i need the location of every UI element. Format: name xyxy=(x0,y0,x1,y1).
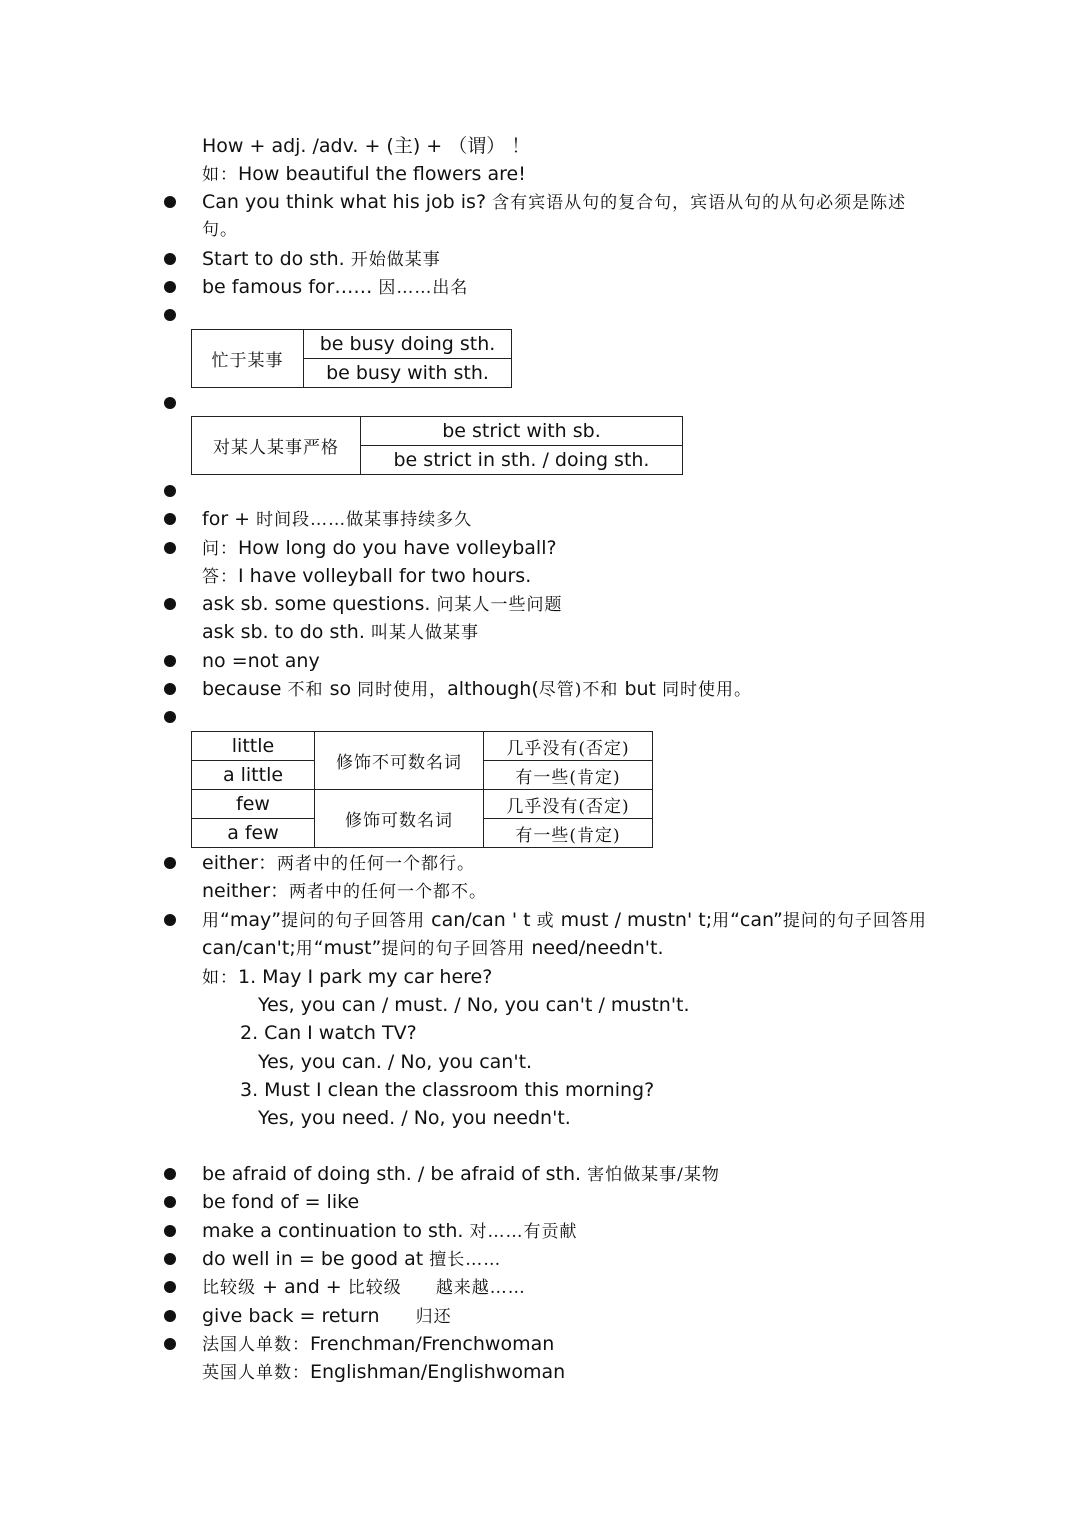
table-be-busy xyxy=(191,329,512,388)
text-cn: 不和 xyxy=(287,680,324,700)
example-3-question xyxy=(240,1078,654,1102)
table-group-label: 修饰不可数名词 xyxy=(315,732,484,790)
item-object-clause xyxy=(202,190,906,215)
item-chinese: 对……有贡献 xyxy=(469,1222,578,1242)
bullet-icon xyxy=(164,1168,176,1180)
example-text: Yes, you can. / No, you can't. xyxy=(258,1051,533,1073)
item-neither xyxy=(202,879,487,904)
text-cn: 提问的句子回答用 xyxy=(782,911,927,931)
item-give-back xyxy=(202,1304,452,1329)
table-cell: be busy with sth. xyxy=(304,359,512,388)
example-text: 2. Can I watch TV? xyxy=(240,1022,417,1044)
item-english: be fond of = like xyxy=(202,1191,360,1213)
item-chinese: 两者中的任何一个都行。 xyxy=(276,854,475,874)
item-english: be afraid of doing sth. / be afraid of sth. xyxy=(202,1163,582,1185)
item-english: Englishman/Englishwoman xyxy=(310,1361,566,1383)
example-text: How beautiful the flowers are! xyxy=(238,163,526,185)
item-ask-to-do xyxy=(202,620,479,645)
item-be-fond-of xyxy=(202,1190,359,1214)
item-english: be famous for…… xyxy=(202,276,373,298)
text-en: can/can't; xyxy=(202,937,296,959)
item-be-famous-for xyxy=(202,275,468,300)
item-englishman xyxy=(202,1360,565,1385)
text-cn: 比较级 xyxy=(202,1278,256,1298)
item-chinese-cont: 句。 xyxy=(202,220,238,240)
item-frenchman xyxy=(202,1332,554,1357)
bullet-icon xyxy=(164,281,176,293)
item-english: give back = return xyxy=(202,1305,380,1327)
table-cell: 几乎没有(否定) xyxy=(484,790,653,819)
text-cn: 提问的句子回答用 xyxy=(381,939,526,959)
text-cn: 比较级 xyxy=(347,1278,402,1298)
table-cell: little xyxy=(192,732,315,761)
bullet-icon xyxy=(164,1196,176,1208)
item-english: ask sb. to do sth. xyxy=(202,621,365,643)
bullet-icon xyxy=(164,309,176,321)
item-english: How long do you have volleyball? xyxy=(238,537,557,559)
item-chinese: 归还 xyxy=(415,1307,452,1327)
table-label: 对某人某事严格 xyxy=(192,417,361,475)
item-english: neither： xyxy=(202,880,290,902)
text-en: must / mustn' t; xyxy=(560,909,713,931)
item-english: I have volleyball for two hours. xyxy=(238,565,532,587)
item-chinese: 问某人一些问题 xyxy=(436,595,563,615)
example-text: 1. May I park my car here? xyxy=(238,966,493,988)
item-chinese: 两者中的任何一个都不。 xyxy=(289,882,488,902)
bullet-icon xyxy=(164,196,176,208)
example-3-answer xyxy=(258,1106,571,1130)
item-english: ask sb. some questions. xyxy=(202,593,431,615)
example-text: 3. Must I clean the classroom this morning? xyxy=(240,1079,655,1101)
item-make-contribution xyxy=(202,1219,577,1244)
bullet-icon xyxy=(164,711,176,723)
example-1-question xyxy=(202,965,492,990)
bullet-icon xyxy=(164,1225,176,1237)
item-answer xyxy=(202,564,531,589)
item-chinese: 法国人单数： xyxy=(202,1335,310,1355)
bullet-icon xyxy=(164,1310,176,1322)
item-comparative xyxy=(202,1275,526,1300)
text-cn: 尽管 xyxy=(538,680,575,700)
item-english: no =not any xyxy=(202,650,320,672)
text-although: although( xyxy=(447,678,539,700)
item-chinese: 擅长…… xyxy=(429,1250,502,1270)
item-be-afraid xyxy=(202,1162,720,1187)
table-cell: be busy doing sth. xyxy=(304,330,512,359)
bullet-icon xyxy=(164,598,176,610)
example-label: 如： xyxy=(202,165,238,185)
example-text: Yes, you can / must. / No, you can't / mustn't. xyxy=(258,994,690,1016)
item-object-clause-cont xyxy=(202,218,238,242)
bullet-icon xyxy=(164,655,176,667)
table-cell: 有一些(肯定) xyxy=(484,819,653,848)
item-for-duration xyxy=(202,507,472,532)
item-do-well-in xyxy=(202,1247,501,1272)
item-english: Start to do sth. xyxy=(202,248,345,270)
bullet-icon xyxy=(164,914,176,926)
text-because: because xyxy=(202,678,282,700)
table-little-few xyxy=(191,731,653,848)
text-en: “may” xyxy=(220,909,282,931)
item-english: for + xyxy=(202,508,251,530)
item-chinese: 时间段……做某事持续多久 xyxy=(256,510,473,530)
item-chinese: 英国人单数： xyxy=(202,1363,310,1383)
bullet-icon xyxy=(164,513,176,525)
text-cn: 同时使用。 xyxy=(662,680,753,700)
text-cn: 同时使用， xyxy=(357,680,448,700)
text-cn: 提问的句子回答用 xyxy=(281,911,426,931)
bullet-icon xyxy=(164,1281,176,1293)
table-cell: a few xyxy=(192,819,315,848)
item-english: either： xyxy=(202,852,277,874)
bullet-icon xyxy=(164,857,176,869)
text-cn: 用 xyxy=(202,911,220,931)
table-cell: be strict with sb. xyxy=(361,417,683,446)
item-either xyxy=(202,851,475,876)
text-en: need/needn't. xyxy=(531,937,664,959)
table-cell: 有一些(肯定) xyxy=(484,761,653,790)
table-cell: be strict in sth. / doing sth. xyxy=(361,446,683,475)
item-chinese: 开始做某事 xyxy=(350,250,441,270)
text-en: “must” xyxy=(313,937,382,959)
item-modal-answers-cont xyxy=(202,936,664,961)
text-but: but xyxy=(624,678,657,700)
item-modal-answers xyxy=(202,908,927,933)
item-english: Frenchman/Frenchwoman xyxy=(310,1333,555,1355)
formula-how-exclamation xyxy=(202,134,530,158)
item-chinese: 害怕做某事/某物 xyxy=(587,1165,720,1185)
item-start-to-do xyxy=(202,247,441,272)
example-label: 如： xyxy=(202,968,238,988)
text-en: “can” xyxy=(730,909,783,931)
item-english: make a continuation to sth. xyxy=(202,1220,464,1242)
item-chinese: 叫某人做某事 xyxy=(370,623,479,643)
text-cn: )不和 xyxy=(574,680,619,700)
bullet-icon xyxy=(164,683,176,695)
bullet-icon xyxy=(164,485,176,497)
text-so: so xyxy=(329,678,352,700)
text-en: can/can ' t xyxy=(431,909,531,931)
table-cell: a little xyxy=(192,761,315,790)
bullet-icon xyxy=(164,1253,176,1265)
bullet-icon xyxy=(164,1338,176,1350)
item-because-although xyxy=(202,677,752,702)
table-cell: 几乎没有(否定) xyxy=(484,732,653,761)
example-2-question xyxy=(240,1021,417,1045)
text-cn: 或 xyxy=(536,911,555,931)
text-en: + and + xyxy=(262,1276,342,1298)
item-label: 答： xyxy=(202,567,238,587)
bullet-icon xyxy=(164,253,176,265)
text-cn: 越来越…… xyxy=(435,1278,526,1298)
item-question xyxy=(202,536,557,561)
item-english: do well in = be good at xyxy=(202,1248,424,1270)
bullet-icon xyxy=(164,397,176,409)
example-how-beautiful xyxy=(202,162,526,187)
table-label: 忙于某事 xyxy=(192,330,304,388)
item-chinese: 因……出名 xyxy=(378,278,469,298)
item-label: 问： xyxy=(202,539,238,559)
formula-text: How + adj. /adv. + (主) + （谓） ！ xyxy=(202,135,531,157)
item-ask-questions xyxy=(202,592,562,617)
text-cn: 用 xyxy=(295,939,314,959)
item-chinese: 含有宾语从句的复合句，宾语从句的从句必须是陈述 xyxy=(492,193,907,213)
text-cn: 用 xyxy=(712,911,731,931)
example-1-answer xyxy=(258,993,690,1017)
item-no-not-any xyxy=(202,649,320,673)
table-be-strict xyxy=(191,416,683,475)
example-text: Yes, you need. / No, you needn't. xyxy=(258,1107,571,1129)
bullet-icon xyxy=(164,542,176,554)
table-cell: few xyxy=(192,790,315,819)
example-2-answer xyxy=(258,1050,532,1074)
item-english: Can you think what his job is? xyxy=(202,191,487,213)
table-group-label: 修饰可数名词 xyxy=(315,790,484,848)
